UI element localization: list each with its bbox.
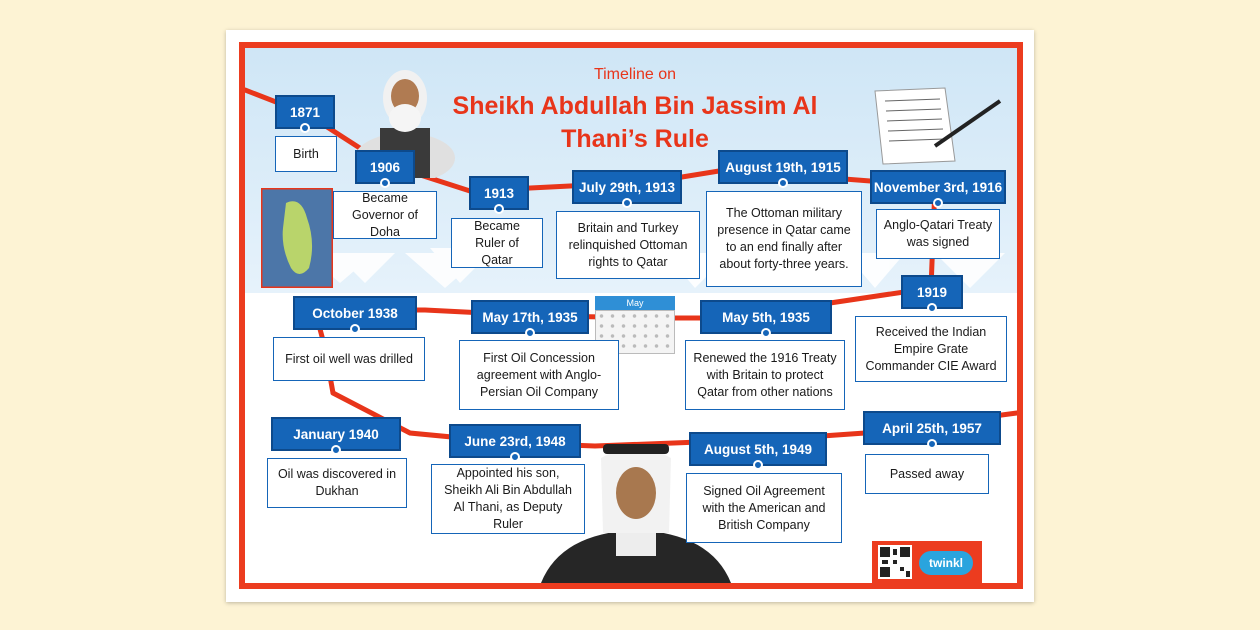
event-1906-date: 1906 (355, 150, 415, 184)
twinkl-logo-badge (872, 541, 982, 583)
event-may17-1935-text: First Oil Concession agreement with Anglo-Persian Oil Company (459, 340, 619, 410)
event-1906-text: Became Governor of Doha (333, 191, 437, 239)
treaty-document-image (865, 86, 1010, 166)
event-may5-1935-text: Renewed the 1916 Treaty with Britain to protect Qatar from other nations (685, 340, 845, 410)
event-nov-1916-text: Anglo-Qatari Treaty was signed (876, 209, 1000, 259)
title-intro: Timeline on (593, 66, 677, 83)
event-apr-1957-text: Passed away (865, 454, 989, 494)
event-jan-1940-date: January 1940 (271, 417, 401, 451)
event-1913-text: Became Ruler of Qatar (451, 218, 543, 268)
event-may5-1935-date: May 5th, 1935 (700, 300, 832, 334)
event-may17-1935-date: May 17th, 1935 (471, 300, 589, 334)
event-jan-1940-text: Oil was discovered in Dukhan (267, 458, 407, 508)
event-1919-date: 1919 (901, 275, 963, 309)
event-nov-1916-date: November 3rd, 1916 (870, 170, 1006, 204)
qatar-map-image (261, 188, 333, 288)
event-aug-1949-text: Signed Oil Agreement with the American and British Company (686, 473, 842, 543)
event-jul-1913-text: Britain and Turkey relinquished Ottoman rights to Qatar (556, 211, 700, 279)
event-jul-1913-date: July 29th, 1913 (572, 170, 682, 204)
event-1913-date: 1913 (469, 176, 529, 210)
title-line-2: Thani’s Rule (561, 125, 709, 153)
title-line-1: Sheikh Abdullah Bin Jassim Al (452, 92, 818, 120)
event-apr-1957-date: April 25th, 1957 (863, 411, 1001, 445)
event-aug-1915-date: August 19th, 1915 (718, 150, 848, 184)
brand-logo: twinkl (919, 551, 973, 575)
poster-frame (239, 42, 1023, 589)
qr-code-icon (878, 545, 912, 579)
event-oct-1938-date: October 1938 (293, 296, 417, 330)
event-oct-1938-text: First oil well was drilled (273, 337, 425, 381)
event-aug-1915-text: The Ottoman military presence in Qatar came to an end finally after about forty-three years. (706, 191, 862, 287)
event-1871-text: Birth (275, 136, 337, 172)
event-jun-1948-date: June 23rd, 1948 (449, 424, 581, 458)
calendar-month: May (595, 296, 675, 310)
event-1919-text: Received the Indian Empire Grate Commander CIE Award (855, 316, 1007, 382)
page-title (435, 90, 835, 156)
event-aug-1949-date: August 5th, 1949 (689, 432, 827, 466)
event-1871-date: 1871 (275, 95, 335, 129)
event-jun-1948-text: Appointed his son, Sheikh Ali Bin Abdullah Al Thani, as Deputy Ruler (431, 464, 585, 534)
